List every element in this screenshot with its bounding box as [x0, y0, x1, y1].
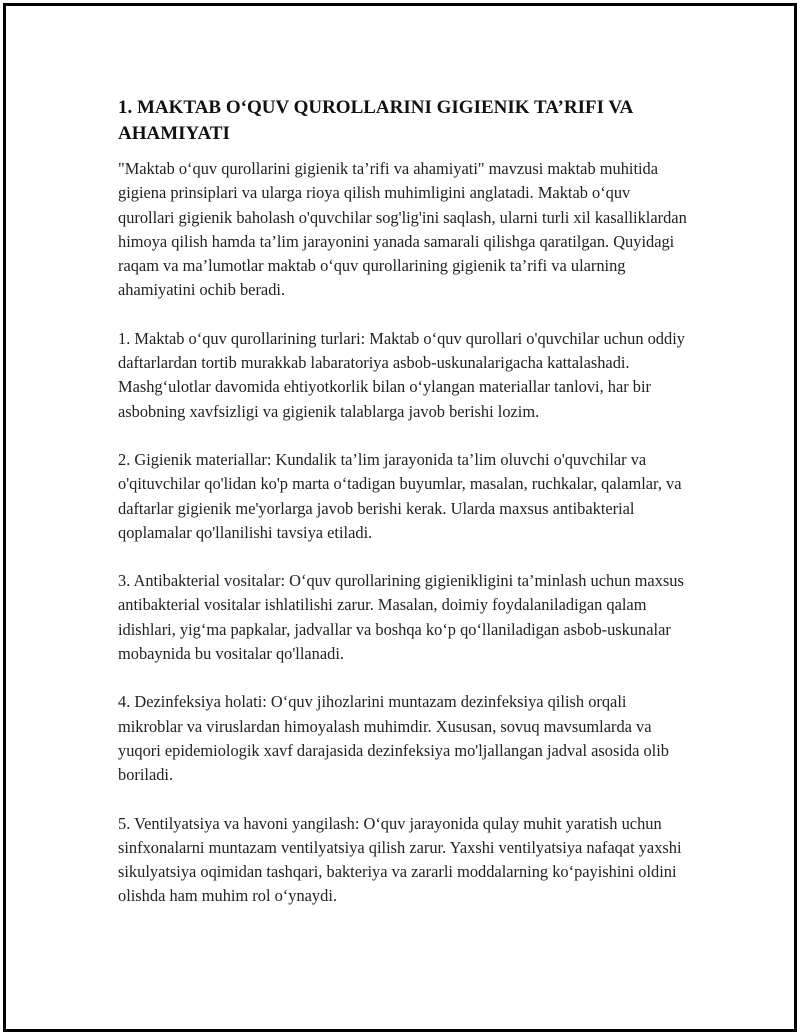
- paragraph-gigienik-materiallar: 2. Gigienik materiallar: Kundalik ta’lim jarayonida ta’lim oluvchi o'quvchilar va o'qituvchilar qo'lidan ko'p marta o‘tadigan buyumlar, masalan, ruchkalar, qalamlar, va daftarlar gigienik me'yorlarga javob berishi kerak. Ularda maxsus antibakterial qoplamalar qo'llanilishi tavsiya etiladi.: [118, 449, 682, 542]
- paragraph-dezinfeksiya-holati: 4. Dezinfeksiya holati: O‘quv jihozlarini muntazam dezinfeksiya qilish orqali mikroblar va viruslardan himoyalash muhimdir. Xususan, sovuq mavsumlarda va yuqori epidemiologik xavf darajasida dezinfeksiya mo'ljallangan jadval asosida olib boriladi.: [118, 692, 669, 785]
- paragraph-ventilyatsiya: 5. Ventilyatsiya va havoni yangilash: O‘quv jarayonida qulay muhit yaratish uchun sinfxonalarni muntazam ventilyatsiya qilish zarur. Yaxshi ventilyatsiya nafaqat yaxshi sikulyatsiya oqimidan tashqari, bakteriya va zararli moddalarning ko‘payishini oldini olishda ham muhim rol o‘ynaydi.: [118, 813, 682, 906]
- paragraph-turlari: 1. Maktab o‘quv qurollarining turlari: Maktab o‘quv qurollari o'quvchilar uchun oddiy daftarlardan tortib murakkab labaratoriya asbob-uskunalarigacha kattalashadi. Mashg‘ulotlar davomida ehtiyotkorlik bilan o‘ylangan materiallar tanlovi, har bir asbobning xavfsizligi va gigienik talablarga javob berishi lozim.: [118, 328, 685, 421]
- paragraph-antibakterial-vositalar: 3. Antibakterial vositalar: O‘quv qurollarining gigienikligini ta’minlash uchun maxsus antibakterial vositalar ishlatilishi zarur. Masalan, doimiy foydalaniladigan qalam idishlari, yig‘ma papkalar, jadvallar va boshqa ko‘p qo‘llaniladigan asbob-uskunalar mobaynida bu vositalar qo'llanadi.: [118, 571, 684, 664]
- document-body: [118, 95, 688, 933]
- page-title: 1. MAKTAB O‘QUV QUROLLARINI GIGIENIK TA’RIFI VA AHAMIYATI: [118, 97, 633, 144]
- intro-paragraph: "Maktab o‘quv qurollarini gigienik ta’rifi va ahamiyati" mavzusi maktab muhitida gigiena prinsiplari va ularga rioya qilish muhimligini anglatadi. Maktab o‘quv qurollari gigienik baholash o'quvchilar sog'lig'ini saqlash, ularni turli xil kasalliklardan himoya qilish hamda ta’lim jarayonini yanada samarali qilishga qaratilgan. Quyidagi raqam va ma’lumotlar maktab o‘quv qurollarining gigienik ta’rifi va ularning ahamiyatini ochib beradi.: [118, 159, 687, 300]
